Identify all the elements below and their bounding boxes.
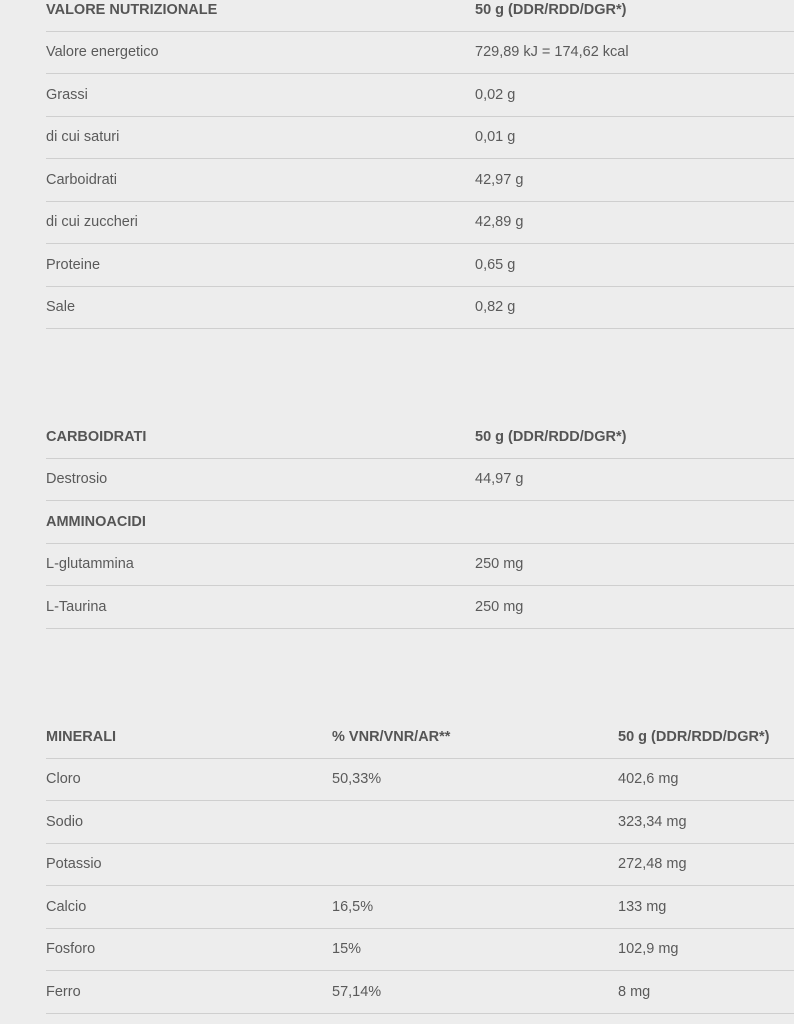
mineral-amount: 8 mg [618,983,651,1000]
nutrient-name: di cui zuccheri [46,214,138,231]
carbs-table [46,416,794,629]
table-row [46,586,794,629]
nutrient-value: 42,97 g [475,171,524,188]
table-row [46,459,794,502]
nutrient-value: 0,82 g [475,299,516,316]
amino-header-row [46,501,794,544]
table-row [46,886,794,929]
mineral-percent: 50,33% [332,771,382,788]
table-row [46,287,794,330]
nutrient-name: Valore energetico [46,44,159,61]
carbs-header-amount: 50 g (DDR/RDD/DGR*) [475,428,627,445]
table-row [46,544,794,587]
nutrition-table [46,0,794,329]
mineral-name: Sodio [46,813,84,830]
nutrient-value: 0,02 g [475,86,516,103]
mineral-name: Ferro [46,983,81,1000]
nutrient-name: L-Taurina [46,598,107,615]
carbs-header-row [46,416,794,459]
mineral-name: Fosforo [46,941,96,958]
table-row [46,32,794,75]
nutrient-value: 0,01 g [475,129,516,146]
minerals-table [46,716,794,1014]
nutrient-name: Proteine [46,256,101,273]
nutrient-value: 250 mg [475,598,524,615]
nutrient-name: Carboidrati [46,171,117,188]
nutrient-value: 44,97 g [475,471,524,488]
mineral-amount: 102,9 mg [618,941,679,958]
nutrient-value: 729,89 kJ = 174,62 kcal [475,44,629,61]
nutrition-header-label: VALORE NUTRIZIONALE [46,1,218,18]
minerals-header-amount: 50 g (DDR/RDD/DGR*) [618,728,770,745]
nutrition-header-row [46,0,794,32]
table-row [46,244,794,287]
table-row [46,929,794,972]
minerals-header-label: MINERALI [46,728,117,745]
table-row [46,971,794,1014]
nutrition-header-amount: 50 g (DDR/RDD/DGR*) [475,1,627,18]
mineral-percent: 16,5% [332,898,374,915]
minerals-header-percent: % VNR/VNR/AR** [332,728,451,745]
mineral-amount: 402,6 mg [618,771,679,788]
nutrient-name: Destrosio [46,471,108,488]
table-row [46,74,794,117]
mineral-name: Calcio [46,898,87,915]
nutrient-name: L-glutammina [46,556,134,573]
table-row [46,844,794,887]
table-row [46,117,794,160]
nutrient-name: Grassi [46,86,88,103]
nutrient-value: 42,89 g [475,214,524,231]
nutrient-name: di cui saturi [46,129,120,146]
nutrient-value: 250 mg [475,556,524,573]
nutrient-value: 0,65 g [475,256,516,273]
table-row [46,202,794,245]
minerals-header-row [46,716,794,759]
mineral-name: Cloro [46,771,81,788]
mineral-percent: 57,14% [332,983,382,1000]
mineral-amount: 133 mg [618,898,667,915]
amino-header-label: AMMINOACIDI [46,513,146,530]
table-row [46,759,794,802]
table-row [46,801,794,844]
nutrient-name: Sale [46,299,76,316]
carbs-header-label: CARBOIDRATI [46,428,147,445]
mineral-name: Potassio [46,856,102,873]
mineral-amount: 272,48 mg [618,856,687,873]
table-row [46,159,794,202]
mineral-percent: 15% [332,941,362,958]
mineral-amount: 323,34 mg [618,813,687,830]
